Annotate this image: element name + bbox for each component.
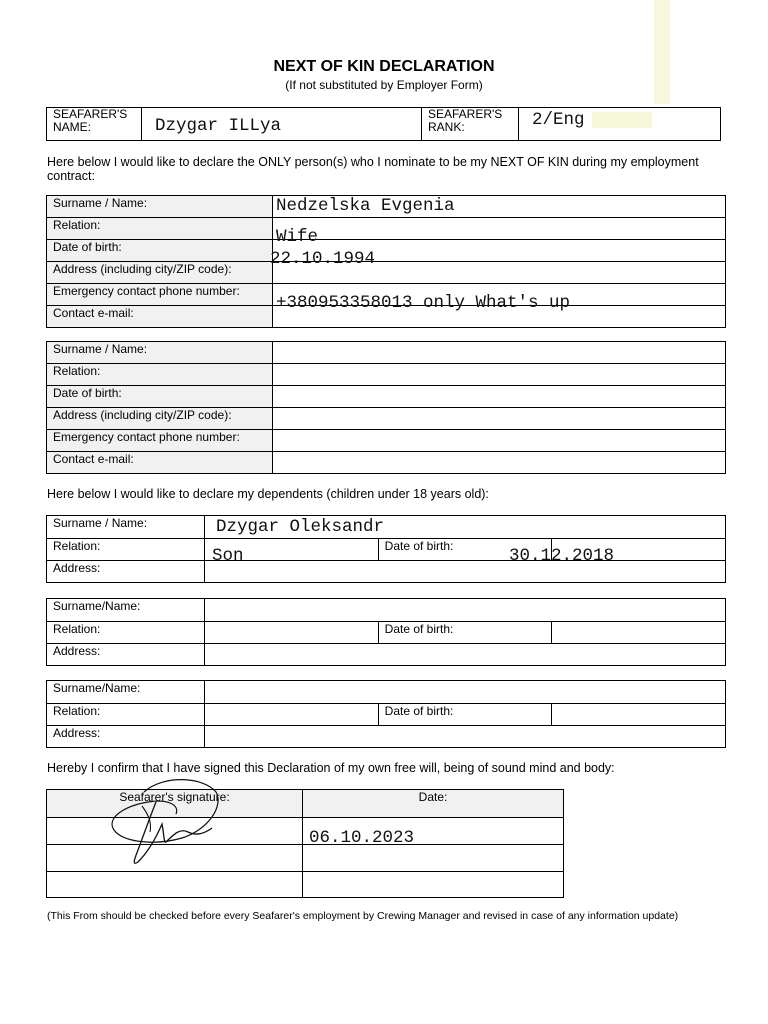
nok1-address-label: Address (including city/ZIP code): <box>47 262 273 284</box>
nok-table-2 <box>46 341 726 474</box>
nok-intro-text: Here below I would like to declare the ONLY person(s) who I nominate to be my NEXT OF KIN during my employment contract: <box>47 155 699 183</box>
seafarer-name-value: Dzygar ILLya <box>155 116 282 136</box>
nok2-dob-field[interactable] <box>273 386 726 408</box>
signature-date-value: 06.10.2023 <box>309 828 415 848</box>
dep2-surname-field[interactable] <box>205 599 726 622</box>
dep1-dob-value: 30.12.2018 <box>509 546 615 566</box>
seafarer-name-label <box>47 108 142 141</box>
nok1-surname-label: Surname / Name: <box>47 196 273 218</box>
dep2-dob-label: Date of birth: <box>378 622 552 644</box>
nok2-relation-label: Relation: <box>47 364 273 386</box>
dependent-table-2 <box>46 598 726 666</box>
dep1-surname-value: Dzygar Oleksandr <box>216 517 385 537</box>
nok1-relation-field[interactable] <box>273 218 726 240</box>
dep1-address-label: Address: <box>47 561 205 583</box>
dep1-surname-label: Surname / Name: <box>47 516 205 539</box>
nok2-relation-field[interactable] <box>273 364 726 386</box>
seafarer-rank-label <box>422 108 519 141</box>
nok2-dob-label: Date of birth: <box>47 386 273 408</box>
date-field-row3[interactable] <box>303 872 564 898</box>
document-subtitle: (If not substituted by Employer Form) <box>285 78 483 92</box>
dep3-address-field[interactable] <box>205 726 726 748</box>
dep1-relation-value: Son <box>212 546 244 566</box>
nok2-phone-field[interactable] <box>273 430 726 452</box>
dep3-dob-label: Date of birth: <box>378 704 552 726</box>
seafarer-info-table <box>46 107 721 141</box>
dep2-relation-field[interactable] <box>205 622 379 644</box>
nok1-email-label: Contact e-mail: <box>47 306 273 328</box>
confirm-text: Hereby I confirm that I have signed this Declaration of my own free will, being of sound mind and body: <box>47 761 615 775</box>
dep2-address-label: Address: <box>47 644 205 666</box>
dependents-intro-text: Here below I would like to declare my dependents (children under 18 years old): <box>47 487 489 501</box>
nok1-surname-value: Nedzelska Evgenia <box>276 196 455 216</box>
nok2-address-label: Address (including city/ZIP code): <box>47 408 273 430</box>
dependent-table-1 <box>46 515 726 583</box>
document-title: NEXT OF KIN DECLARATION <box>273 58 495 75</box>
nok1-dob-value: 22.10.1994 <box>270 249 376 269</box>
dep3-address-label: Address: <box>47 726 205 748</box>
nok2-surname-field[interactable] <box>273 342 726 364</box>
nok1-phone-label: Emergency contact phone number: <box>47 284 273 306</box>
dep1-dob-label: Date of birth: <box>378 539 552 561</box>
dep3-dob-field[interactable] <box>552 704 726 726</box>
nok1-dob-label: Date of birth: <box>47 240 273 262</box>
dep3-surname-label: Surname/Name: <box>47 681 205 704</box>
seafarer-name-label-line1: SEAFARER'S <box>53 107 128 121</box>
dep1-address-field[interactable] <box>205 561 726 583</box>
dep2-surname-label: Surname/Name: <box>47 599 205 622</box>
seafarer-rank-label-line2: RANK: <box>428 120 465 134</box>
dep1-relation-label: Relation: <box>47 539 205 561</box>
date-label: Date: <box>303 790 564 818</box>
nok1-relation-label: Relation: <box>47 218 273 240</box>
dep2-address-field[interactable] <box>205 644 726 666</box>
dep3-relation-label: Relation: <box>47 704 205 726</box>
seafarer-rank-value: 2/Eng <box>532 110 585 130</box>
footnote: (This From should be checked before every Seafarer's employment by Crewing Manager and revised in case of any information update) <box>47 910 679 922</box>
seafarer-rank-label-line1: SEAFARER'S <box>428 107 503 121</box>
dep3-surname-field[interactable] <box>205 681 726 704</box>
date-field-row2[interactable] <box>303 845 564 872</box>
dep3-relation-field[interactable] <box>205 704 379 726</box>
nok2-address-field[interactable] <box>273 408 726 430</box>
nok2-surname-label: Surname / Name: <box>47 342 273 364</box>
nok2-phone-label: Emergency contact phone number: <box>47 430 273 452</box>
dep2-dob-field[interactable] <box>552 622 726 644</box>
dep2-relation-label: Relation: <box>47 622 205 644</box>
dependent-table-3 <box>46 680 726 748</box>
nok1-phone-value: +380953358013 only What's up <box>276 293 571 313</box>
nok1-relation-value: Wife <box>276 227 319 247</box>
seafarer-name-label-line2: NAME: <box>53 120 92 134</box>
nok2-email-label: Contact e-mail: <box>47 452 273 474</box>
nok2-email-field[interactable] <box>273 452 726 474</box>
handwritten-signature <box>104 772 229 877</box>
signature-label: Seafarer's signature: <box>47 790 303 818</box>
